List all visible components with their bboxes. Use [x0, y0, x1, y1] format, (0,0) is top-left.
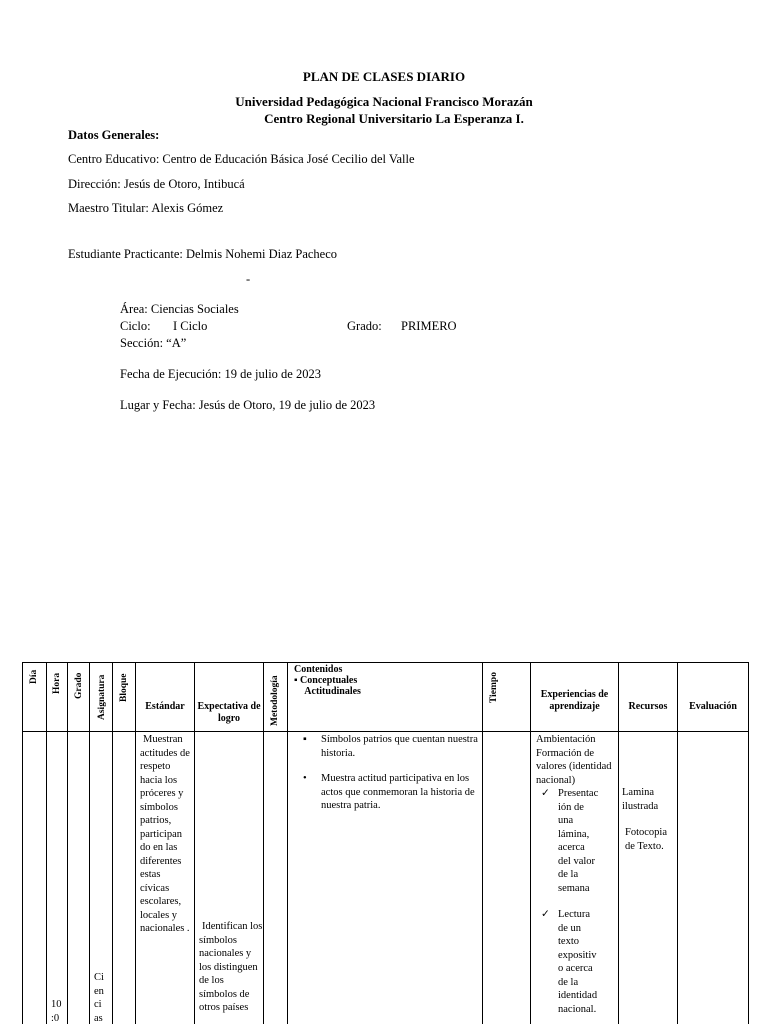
- header-asignatura: Asignatura: [97, 675, 107, 720]
- square-bullet-icon: ▪: [303, 733, 307, 747]
- hora-line: :0: [51, 1012, 67, 1025]
- grade-value: PRIMERO: [401, 319, 457, 334]
- hora-line: 10: [51, 998, 67, 1012]
- header-grado: Grado: [74, 673, 84, 699]
- conceptuales-label: ▪ Conceptuales: [294, 675, 361, 686]
- header-hora: Hora: [52, 673, 62, 694]
- col-border: [530, 662, 531, 1024]
- asignatura-line: Ci: [94, 971, 112, 985]
- header-recursos: Recursos: [619, 701, 677, 713]
- col-border: [135, 662, 136, 1024]
- execution-date: Fecha de Ejecución: 19 de julio de 2023: [120, 367, 321, 382]
- actitudinales-label: 􀀀 Actitudinales: [294, 686, 361, 697]
- contenidos-label: Contenidos: [294, 664, 361, 675]
- asignatura-line: en: [94, 985, 112, 999]
- school-line: Centro Educativo: Centro de Educación Básica José Cecilio del Valle: [68, 152, 415, 167]
- asignatura-line: ci: [94, 998, 112, 1012]
- experiencia-text: Lectura de un texto expositiv o acerca de la identidad nacional.: [558, 909, 597, 1015]
- grade-label: Grado:: [347, 319, 382, 334]
- cycle-label: Ciclo:: [120, 319, 151, 334]
- header-tiempo: Tiempo: [489, 672, 499, 703]
- cell-estandar: Muestran actitudes de respeto hacia los próceres y símbolos patrios, participan do en las diferentes estas cívicas escolares, locales y nacionales .: [140, 733, 192, 936]
- col-border: [89, 662, 90, 1024]
- col-border: [677, 662, 678, 1024]
- header-experiencias: Experiencias de aprendizaje: [531, 689, 618, 713]
- cell-contenidos: [295, 733, 481, 813]
- regional-center: Centro Regional Universitario La Esperanza I.: [10, 111, 768, 126]
- page-title: PLAN DE CLASES DIARIO: [0, 69, 768, 84]
- col-border: [22, 662, 23, 1024]
- header-dia: Día: [29, 670, 39, 684]
- header-bloque: Bloque: [119, 673, 129, 702]
- col-border: [287, 662, 288, 1024]
- header-expectativa: Expectativa de logro: [195, 701, 263, 725]
- area-line: Área: Ciencias Sociales: [120, 302, 239, 317]
- experiencia-text: Presentac ión de una lámina, acerca del valor de la semana: [558, 788, 598, 894]
- table-border-top: [22, 662, 749, 663]
- teacher-line: Maestro Titular: Alexis Gómez: [68, 201, 223, 216]
- contenido-item: [295, 772, 481, 813]
- recurso-item: Fotocopia de Texto.: [622, 826, 676, 853]
- university-name: Universidad Pedagógica Nacional Francisco Morazán: [0, 94, 768, 109]
- cell-hora: [51, 998, 67, 1025]
- cell-asignatura: [94, 971, 112, 1025]
- col-border: [748, 662, 749, 1024]
- col-border: [482, 662, 483, 1024]
- col-border: [618, 662, 619, 1024]
- header-evaluacion: Evaluación: [678, 701, 748, 713]
- header-contenidos: [294, 664, 361, 697]
- check-icon: ✓: [541, 908, 550, 922]
- check-icon: ✓: [541, 787, 550, 801]
- experiencias-list: [536, 787, 616, 1016]
- contenido-text: Muestra actitud participativa en los actos que conmemoran la historia de nuestra patria.: [321, 773, 475, 811]
- experiencia-item: [536, 908, 598, 1016]
- header-separator: [22, 731, 749, 732]
- col-border: [67, 662, 68, 1024]
- place-date: Lugar y Fecha: Jesús de Otoro, 19 de julio de 2023: [120, 398, 375, 413]
- contenidos-list: [295, 733, 481, 813]
- experiencias-intro: Ambientación Formación de valores (identidad nacional): [536, 733, 616, 787]
- col-border: [46, 662, 47, 1024]
- lesson-plan-table: [22, 662, 749, 1024]
- recurso-item: Lamina ilustrada: [622, 786, 676, 813]
- section-line: Sección: “A”: [120, 336, 186, 351]
- experiencia-item: [536, 787, 598, 895]
- address-line: Dirección: Jesús de Otoro, Intibucá: [68, 177, 245, 192]
- cycle-value: I Ciclo: [173, 319, 207, 334]
- cell-expectativa: Identifican los símbolos nacionales y los distinguen de los símbolos de otros países: [199, 920, 263, 1015]
- col-border: [263, 662, 264, 1024]
- header-estandar: Estándar: [136, 701, 194, 713]
- cell-recursos: [622, 786, 676, 853]
- header-metodologia: Metodología: [270, 675, 280, 726]
- student-line: Estudiante Practicante: Delmis Nohemi Diaz Pacheco: [68, 247, 337, 262]
- contenido-text: Símbolos patrios que cuentan nuestra historia.: [321, 734, 478, 759]
- dash-mark: -: [246, 272, 250, 287]
- contenido-item: [295, 733, 481, 760]
- cell-experiencias: [536, 733, 616, 1016]
- asignatura-line: as: [94, 1012, 112, 1025]
- col-border: [112, 662, 113, 1024]
- round-bullet-icon: •: [303, 772, 307, 786]
- general-data-heading: Datos Generales:: [68, 128, 159, 143]
